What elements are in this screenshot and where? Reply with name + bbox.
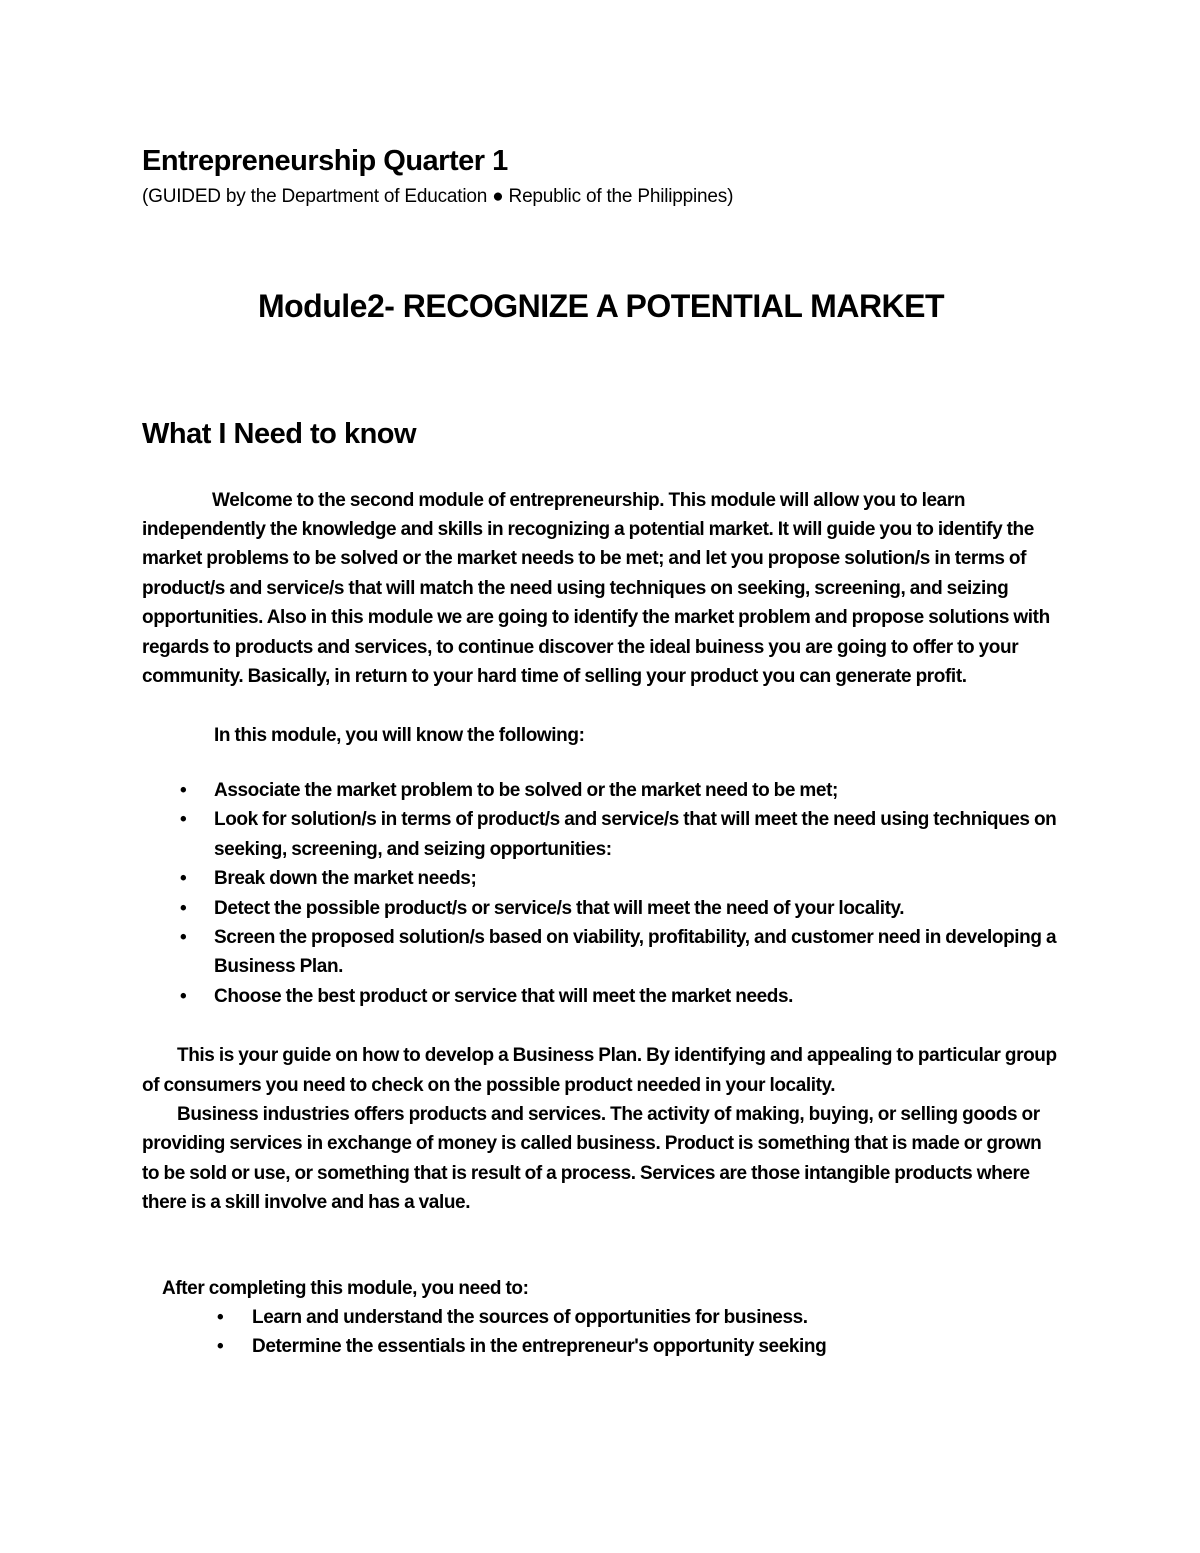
intro-paragraph: Welcome to the second module of entrepreneurship. This module will allow you to learn independently the knowledge and skills in recognizing a potential market. It will guide you to identify the market problems to be solved or the market needs to be met; and let you propose solution/s in terms of product/s and service/s that will match the need using techniques on seeking, screening, and seizing opportunities. Also in this module we are going to identify the market problem and propose solutions with regards to products and services, to continue discover the ideal buiness you are going to offer to your community. Basically, in return to your hard time of selling your product you can generate profit. bbox=[142, 489, 1050, 688]
objective-item: • Choose the best product or service that will meet the market needs. bbox=[142, 982, 1060, 1011]
objective-item: • Detect the possible product/s or service/s that will meet the need of your locality. bbox=[142, 894, 1060, 923]
objectives-list bbox=[142, 776, 1060, 1011]
document-title: Entrepreneurship Quarter 1 bbox=[142, 145, 508, 177]
goal-item: • Determine the essentials in the entrepreneur's opportunity seeking bbox=[142, 1332, 1060, 1361]
objective-item: • Associate the market problem to be solved or the market need to be met; bbox=[142, 776, 1060, 805]
guide-paragraph: This is your guide on how to develop a Business Plan. By identifying and appealing to particular group of consumers you need to check on the possible product needed in your locality. bbox=[142, 1045, 1057, 1096]
after-completing-list bbox=[142, 1303, 1060, 1362]
section-heading-what-i-need-to-know: What I Need to know bbox=[142, 418, 417, 451]
after-completing-intro: After completing this module, you need to: bbox=[162, 1277, 529, 1299]
objectives-list-intro: In this module, you will know the following: bbox=[214, 724, 585, 746]
module-title: Module2- RECOGNIZE A POTENTIAL MARKET bbox=[257, 288, 945, 325]
goal-item: • Learn and understand the sources of opportunities for business. bbox=[142, 1303, 1060, 1332]
objective-item: • Screen the proposed solution/s based on viability, profitability, and customer need in developing a Business Plan. bbox=[142, 923, 1060, 982]
business-paragraph: Business industries offers products and services. The activity of making, buying, or selling goods or providing services in exchange of money is called business. Product is something that is made or grown to be sold or use, or something that is result of a process. Services are those intangible products where there is a skill involve and has a value. bbox=[142, 1103, 1042, 1214]
objective-item: • Break down the market needs; bbox=[142, 864, 1060, 893]
objective-item: • Look for solution/s in terms of product/s and service/s that will meet the need using techniques on seeking, screening, and seizing opportunities: bbox=[142, 805, 1060, 864]
document-subtitle: (GUIDED by the Department of Education ● Republic of the Philippines) bbox=[142, 186, 734, 208]
